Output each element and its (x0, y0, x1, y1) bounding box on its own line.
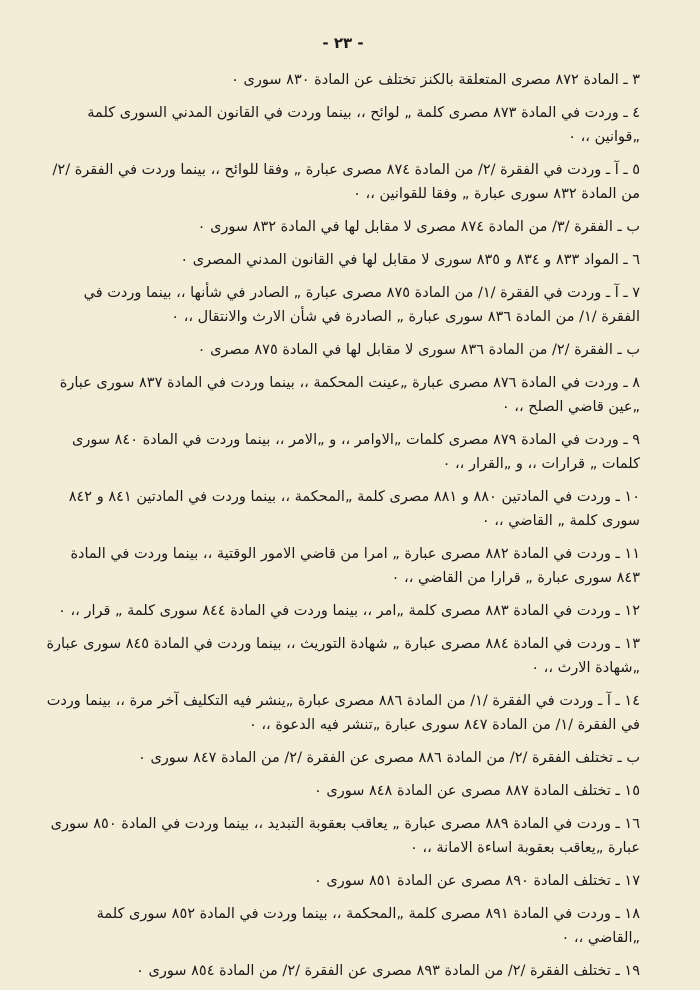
entry-paragraph: ١٣ ـ وردت في المادة ٨٨٤ مصرى عبارة „ شهادة التوريث ،، بينما وردت في المادة ٨٤٥ سورى عبارة „شهادة الارث ،، ٠ (46, 636, 640, 676)
entries-list (46, 68, 640, 983)
entry-paragraph: ١٧ ـ تختلف المادة ٨٩٠ مصرى عن المادة ٨٥١ سورى ٠ (313, 873, 640, 889)
entry-paragraph: ب ـ الفقرة /٢/ من المادة ٨٣٦ سورى لا مقابل لها في المادة ٨٧٥ مصرى ٠ (197, 342, 640, 358)
entry-paragraph: ١٢ ـ وردت في المادة ٨٨٣ مصرى كلمة „امر ،، بينما وردت في المادة ٨٤٤ سورى كلمة „ قرار ،، ٠ (58, 603, 640, 619)
entry-paragraph: ٥ ـ آ ـ وردت في الفقرة /٢/ من المادة ٨٧٤ مصرى عبارة „ وفقا للوائح ،، بينما وردت في الفقرة /٢/ من المادة ٨٣٢ سورى عبارة „ وفقا للقوانين ،، ٠ (52, 162, 640, 202)
entry-paragraph: ١٠ ـ وردت في المادتين ٨٨٠ و ٨٨١ مصرى كلمة „المحكمة ،، بينما وردت في المادتين ٨٤١ و ٨٤٢ سورى كلمة „ القاضي ،، ٠ (68, 489, 640, 529)
entry-paragraph: ب ـ الفقرة /٣/ من المادة ٨٧٤ مصرى لا مقابل لها في المادة ٨٣٢ سورى ٠ (197, 219, 640, 235)
entry-paragraph: ٧ ـ آ ـ وردت في الفقرة /١/ من المادة ٨٧٥ مصرى عبارة „ الصادر في شأنها ،، بينما وردت في الفقرة /١/ من المادة ٨٣٦ سورى عبارة „ الصادرة في شأن الارث والانتقال ،، ٠ (83, 285, 640, 325)
entry-paragraph: ١٩ ـ تختلف الفقرة /٢/ من المادة ٨٩٣ مصرى عن الفقرة /٢/ من المادة ٨٥٤ سورى ٠ (136, 963, 640, 979)
page-number: - ٢٣ - (322, 34, 364, 52)
entry-paragraph: ٤ ـ وردت في المادة ٨٧٣ مصرى كلمة „ لوائح ،، بينما وردت في القانون المدني السورى كلمة „قوانين ،، ٠ (87, 105, 640, 145)
entry-paragraph: ١٤ ـ آ ـ وردت في الفقرة /١/ من المادة ٨٨٦ مصرى عبارة „ينشر فيه التكليف آخر مرة ،، بينما وردت في الفقرة /١/ من المادة ٨٤٧ سورى عبارة „تنشر فيه الدعوة ،، ٠ (46, 693, 640, 733)
entry-paragraph: ١١ ـ وردت في المادة ٨٨٢ مصرى عبارة „ امرا من قاضي الامور الوقتية ،، بينما وردت في المادة ٨٤٣ سورى عبارة „ قرارا من القاضي ،، ٠ (70, 546, 640, 586)
entry-paragraph: ب ـ تختلف الفقرة /٢/ من المادة ٨٨٦ مصرى عن الفقرة /٢/ من المادة ٨٤٧ سورى ٠ (138, 750, 640, 766)
entry-paragraph: ٦ ـ المواد ٨٣٣ و ٨٣٤ و ٨٣٥ سورى لا مقابل لها في القانون المدني المصرى ٠ (180, 252, 640, 268)
entry-paragraph: ٩ ـ وردت في المادة ٨٧٩ مصرى كلمات „الاوامر ،، و „الامر ،، بينما وردت في المادة ٨٤٠ سورى كلمات „ قرارات ،، و „القرار ،، ٠ (72, 432, 640, 472)
entry-paragraph: ١٦ ـ وردت في المادة ٨٨٩ مصرى عبارة „ يعاقب بعقوبة التبديد ،، بينما وردت في المادة ٨٥٠ سورى عبارة „يعاقب بعقوبة اساءة الامانة ،، ٠ (50, 816, 640, 856)
entry-paragraph: ١٨ ـ وردت في المادة ٨٩١ مصرى كلمة „المحكمة ،، بينما وردت في المادة ٨٥٢ سورى كلمة „القاضي ،، ٠ (96, 906, 640, 946)
entry-paragraph: ٨ ـ وردت في المادة ٨٧٦ مصرى عبارة „عينت المحكمة ،، بينما وردت في المادة ٨٣٧ سورى عبارة „عين قاضي الصلح ،، ٠ (59, 375, 640, 415)
entry-paragraph: ٣ ـ المادة ٨٧٢ مصرى المتعلقة بالكنز تختلف عن المادة ٨٣٠ سورى ٠ (231, 72, 640, 88)
entry-paragraph: ١٥ ـ تختلف المادة ٨٨٧ مصرى عن المادة ٨٤٨ سورى ٠ (313, 783, 640, 799)
